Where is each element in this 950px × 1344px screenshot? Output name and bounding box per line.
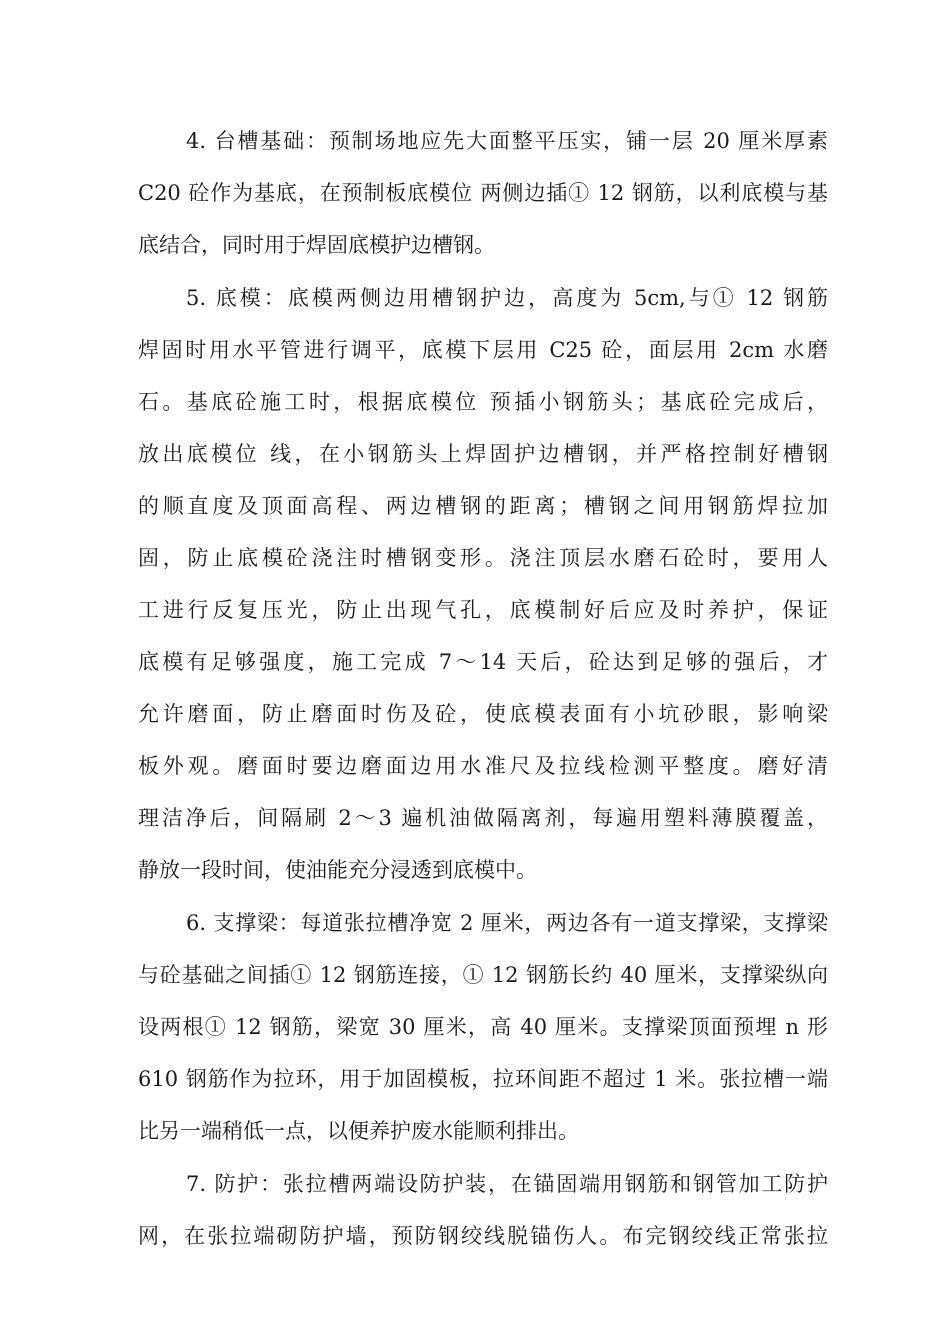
para-5-line-7: 工进行反复压光，防止出现气孔，底模制好后应及时养护，保证 <box>138 598 828 622</box>
para-6-line-3: 设两根① 12 钢筋，梁宽 30 厘米，高 40 厘米。支撑梁顶面预埋 n 形 <box>138 1015 828 1039</box>
para-5-line-5: 的顺直度及顶面高程、两边槽钢的距离；槽钢之间用钢筋焊拉加 <box>138 494 828 518</box>
para-5-line-6: 固，防止底模砼浇注时槽钢变形。浇注顶层水磨石砼时，要用人 <box>138 546 828 570</box>
para-5-line-11: 理洁净后，间隔刷 2〜3 遍机油做隔离剂，每遍用塑料薄膜覆盖， <box>138 806 828 830</box>
para-5-line-1: 5. 底模：底模两侧边用槽钢护边，高度为 5cm,与① 12 钢筋 <box>186 286 828 310</box>
para-6-line-1: 6. 支撑梁：每道张拉槽净宽 2 厘米，两边各有一道支撑梁，支撑梁 <box>186 911 828 935</box>
para-5-line-2: 焊固时用水平管进行调平，底模下层用 C25 砼，面层用 2cm 水磨 <box>138 338 828 362</box>
para-6-line-4: 610 钢筋作为拉环，用于加固模板，拉环间距不超过 1 米。张拉槽一端 <box>138 1067 828 1091</box>
para-4-line-3: 底结合，同时用于焊固底模护边槽钢。 <box>138 233 495 257</box>
para-4-line-2: C20 砼作为基底，在预制板底模位 两侧边插① 12 钢筋，以利底模与基 <box>138 181 828 205</box>
para-6-line-2: 与砼基础之间插① 12 钢筋连接，① 12 钢筋长约 40 厘米，支撑梁纵向 <box>138 963 828 987</box>
para-7-line-2: 网，在张拉端砌防护墙，预防钢绞线脱锚伤人。布完钢绞线正常张拉 <box>138 1224 828 1248</box>
para-5-line-10: 板外观。磨面时要边磨面边用水准尺及拉线检测平整度。磨好清 <box>138 754 828 778</box>
para-5-line-9: 允许磨面，防止磨面时伤及砼，使底模表面有小坑砂眼，影响梁 <box>138 702 828 726</box>
para-7-line-1: 7. 防护：张拉槽两端设防护装，在锚固端用钢筋和钢管加工防护 <box>186 1172 828 1196</box>
para-4-line-1: 4. 台槽基础：预制场地应先大面整平压实，铺一层 20 厘米厚素 <box>186 129 828 153</box>
para-5-line-8: 底模有足够强度，施工完成 7〜14 天后，砼达到足够的强后，才 <box>138 650 828 674</box>
para-5-line-3: 石。基底砼施工时，根据底模位 预插小钢筋头；基底砼完成后， <box>138 390 828 414</box>
para-6-line-5: 比另一端稍低一点，以便养护废水能顺利排出。 <box>138 1119 579 1143</box>
para-5-line-12: 静放一段时间，使油能充分浸透到底模中。 <box>138 858 537 882</box>
para-5-line-4: 放出底模位 线，在小钢筋头上焊固护边槽钢，并严格控制好槽钢 <box>138 442 828 466</box>
